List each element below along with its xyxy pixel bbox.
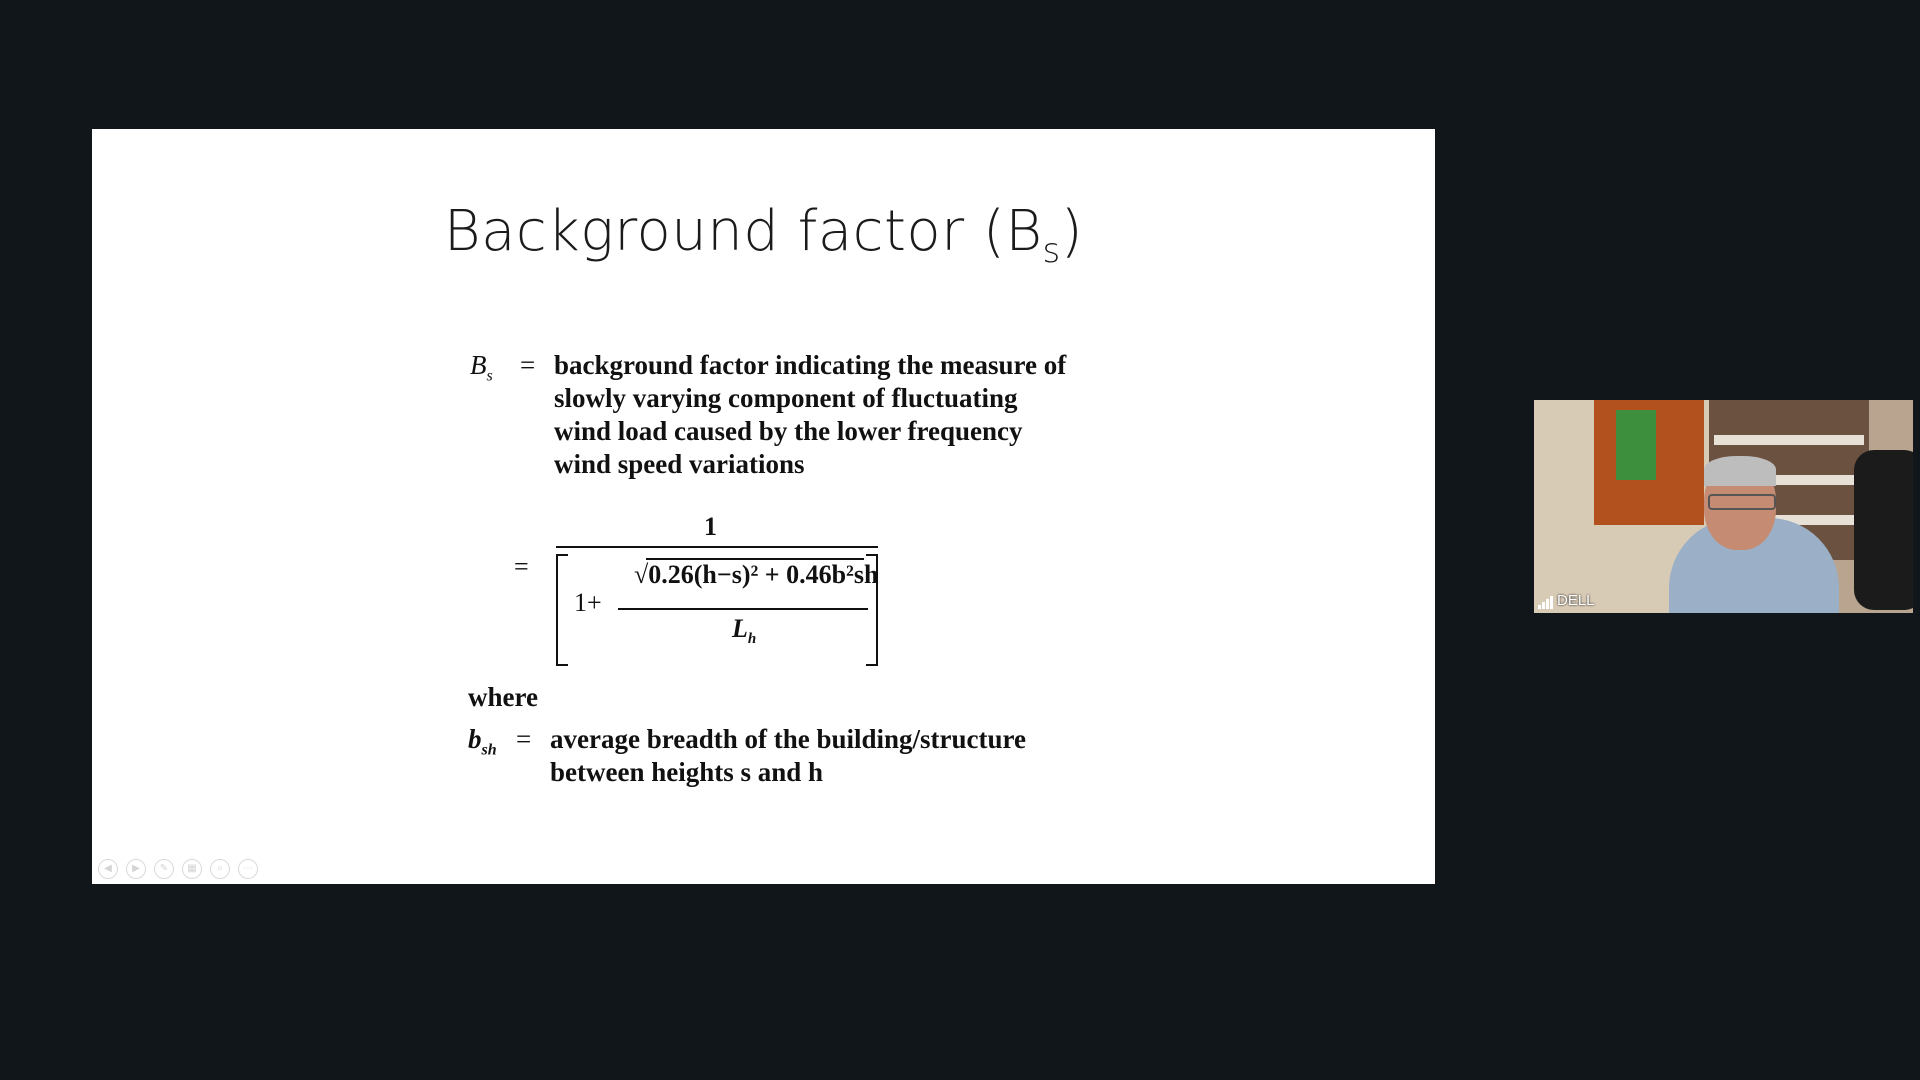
participant-name: DELL <box>1557 592 1595 609</box>
formula-denominator: $L_h$ <box>732 614 757 648</box>
formula-radicand: √0.26(h−s)² + 0.46b²sh <box>634 560 879 589</box>
pen-icon[interactable]: ✎ <box>154 859 174 879</box>
main-fraction-bar <box>556 546 878 548</box>
video-door-glass <box>1616 410 1656 480</box>
where-label: where <box>468 682 538 712</box>
participant-name-label <box>1538 592 1595 609</box>
video-person-glasses <box>1708 494 1776 510</box>
participant-video-tile[interactable] <box>1534 400 1913 613</box>
bs-symbol: $B_s$ <box>470 350 493 385</box>
video-shelf-row <box>1714 435 1864 445</box>
more-options-icon[interactable]: ⋯ <box>238 859 258 879</box>
slide-title: Background factor $(B_s)$ <box>443 199 1084 271</box>
next-slide-icon[interactable]: ▶ <box>126 859 146 879</box>
slides-grid-icon[interactable]: ▦ <box>182 859 202 879</box>
equals-sign: = <box>516 724 532 754</box>
previous-slide-icon[interactable]: ◀ <box>98 859 118 879</box>
slideshow-controls <box>98 859 258 879</box>
video-person-hair <box>1704 456 1776 486</box>
formula-numerator: 1 <box>704 512 717 541</box>
video-jacket <box>1854 450 1913 610</box>
formula-one-plus: 1+ <box>574 588 602 617</box>
left-bracket <box>556 554 568 666</box>
signal-bars-icon <box>1538 596 1553 609</box>
presentation-slide <box>92 129 1435 884</box>
bsh-definition-text: average breadth of the building/structure between heights s and h <box>550 724 1026 787</box>
bs-definition-text: background factor indicating the measure of slowly varying component of fluctuating wind load caused by the lower frequency wind speed variations <box>554 350 1067 479</box>
bsh-symbol: $b_{sh}$ <box>468 724 497 759</box>
equals-sign: = <box>520 350 536 380</box>
formula-equals: = <box>514 552 529 581</box>
zoom-icon[interactable]: ⌕ <box>210 859 230 879</box>
bs-formula <box>514 512 984 712</box>
inner-fraction-bar <box>618 608 868 610</box>
